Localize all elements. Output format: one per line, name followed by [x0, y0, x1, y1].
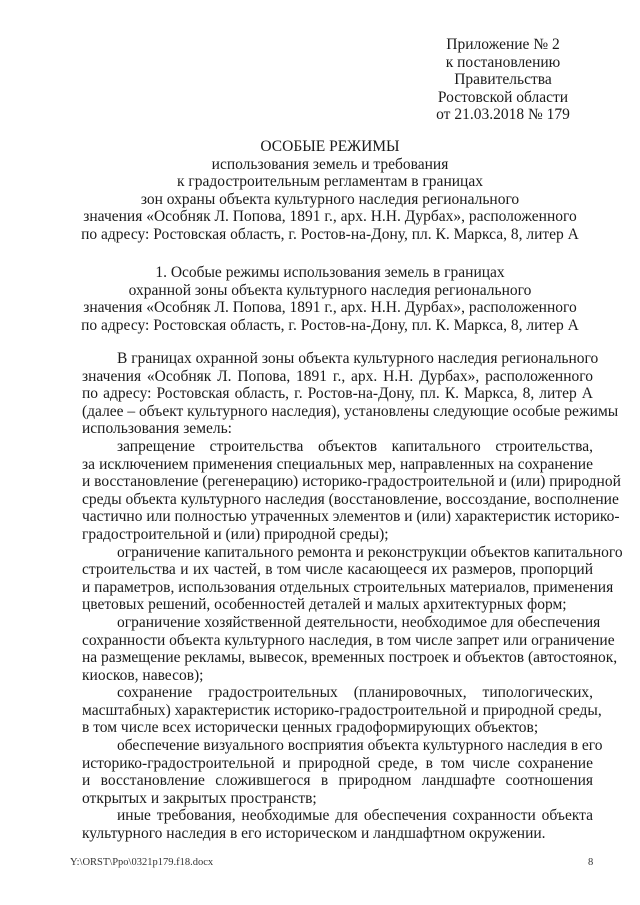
- body-line: обеспечение визуального восприятия объекта культурного наследия в его: [117, 737, 603, 755]
- body-line: киосков, навесов);: [82, 666, 204, 684]
- title-line: значения «Особняк Л. Попова, 1891 г., арх. Н.Н. Дурбах», расположенного: [83, 208, 577, 226]
- body-line: использования земель:: [82, 420, 232, 438]
- body-line: масштабных) характеристик историко-градостроительной и природной среды,: [82, 701, 602, 719]
- appendix-block: [418, 36, 588, 124]
- body-line: значения «Особняк Л. Попова, 1891 г., арх. Н.Н. Дурбах», расположенного: [82, 367, 593, 385]
- body-line: историко-градостроительной и природной среде, в том числе сохранение: [82, 754, 593, 772]
- body-line: по адресу: Ростовская область, г. Ростов-на-Дону, пл. К. Маркса, 8, литер А: [82, 385, 593, 403]
- body-line: (далее – объект культурного наследия), установлены следующие особые режимы: [82, 402, 619, 420]
- body-line: на размещение рекламы, вывесок, временных построек и объектов (автостоянок,: [82, 649, 618, 667]
- section-line: по адресу: Ростовская область, г. Ростов-на-Дону, пл. К. Маркса, 8, литер А: [81, 316, 579, 334]
- body-line: и восстановление (регенерацию) историко-градостроительной и (или) природной: [82, 473, 621, 491]
- body-line: градостроительной и (или) природной среды);: [82, 525, 389, 543]
- appendix-line: к постановлению: [445, 53, 561, 71]
- document-title: [60, 138, 600, 244]
- section-heading: [60, 264, 600, 334]
- appendix-line: Правительства: [454, 71, 552, 89]
- body-line: культурного наследия в его историческом и ландшафтном окружении.: [82, 825, 546, 843]
- body-line: среды объекта культурного наследия (восстановление, воссоздание, восполнение: [82, 490, 619, 508]
- title-line: зон охраны объекта культурного наследия регионального: [140, 190, 520, 208]
- section-line: значения «Особняк Л. Попова, 1891 г., арх. Н.Н. Дурбах», расположенного: [83, 299, 577, 317]
- body-line: ограничение капитального ремонта и реконструкции объектов капитального: [117, 543, 623, 561]
- appendix-line: Приложение № 2: [446, 36, 560, 53]
- body-line: строительства и их частей, в том числе касающееся их размеров, пропорций: [82, 561, 593, 579]
- body-line: за исключением применения специальных мер, направленных на сохранение: [82, 455, 593, 473]
- title-line: к градостроительным регламентам в границах: [177, 173, 483, 191]
- title-line: использования земель и требования: [211, 155, 449, 173]
- body-line: иные требования, необходимые для обеспечения сохранности объекта: [117, 807, 593, 825]
- section-line: охранной зоны объекта культурного наследия регионального: [128, 281, 532, 299]
- body-line: открытых и закрытых пространств;: [82, 789, 317, 807]
- body-line: сохранности объекта культурного наследия, в том числе запрет или ограничение: [82, 631, 615, 649]
- body-line: сохранение градостроительных (планировочных, типологических,: [117, 684, 593, 702]
- body-line: частично или полностью утраченных элементов и (или) характеристик историко-: [82, 508, 620, 526]
- body-line: и восстановление сложившегося в природном ландшафте соотношения: [82, 772, 593, 790]
- footer-file-path: Y:\ORST\Ppo\0321p179.f18.docx: [70, 857, 214, 868]
- body-line: ограничение хозяйственной деятельности, необходимое для обеспечения: [117, 613, 601, 631]
- body-line: и параметров, использования отдельных строительных материалов, применения: [82, 578, 614, 596]
- appendix-line: Ростовской области: [437, 88, 569, 106]
- body-line: запрещение строительства объектов капитального строительства,: [117, 437, 593, 455]
- title-line: по адресу: Ростовская область, г. Ростов-на-Дону, пл. К. Маркса, 8, литер А: [81, 225, 579, 243]
- body-line: В границах охранной зоны объекта культурного наследия регионального: [117, 350, 599, 367]
- section-line: 1. Особые режимы использования земель в границах: [155, 264, 505, 281]
- appendix-line: от 21.03.2018 № 179: [436, 106, 570, 124]
- body-line: в том числе всех исторически ценных градоформирующих объектов;: [82, 719, 539, 737]
- title-heading: ОСОБЫЕ РЕЖИМЫ: [260, 138, 400, 155]
- body-text: [82, 350, 623, 843]
- body-line: цветовых решений, особенностей деталей и малых архитектурных форм;: [82, 596, 567, 614]
- page-number: 8: [588, 857, 594, 868]
